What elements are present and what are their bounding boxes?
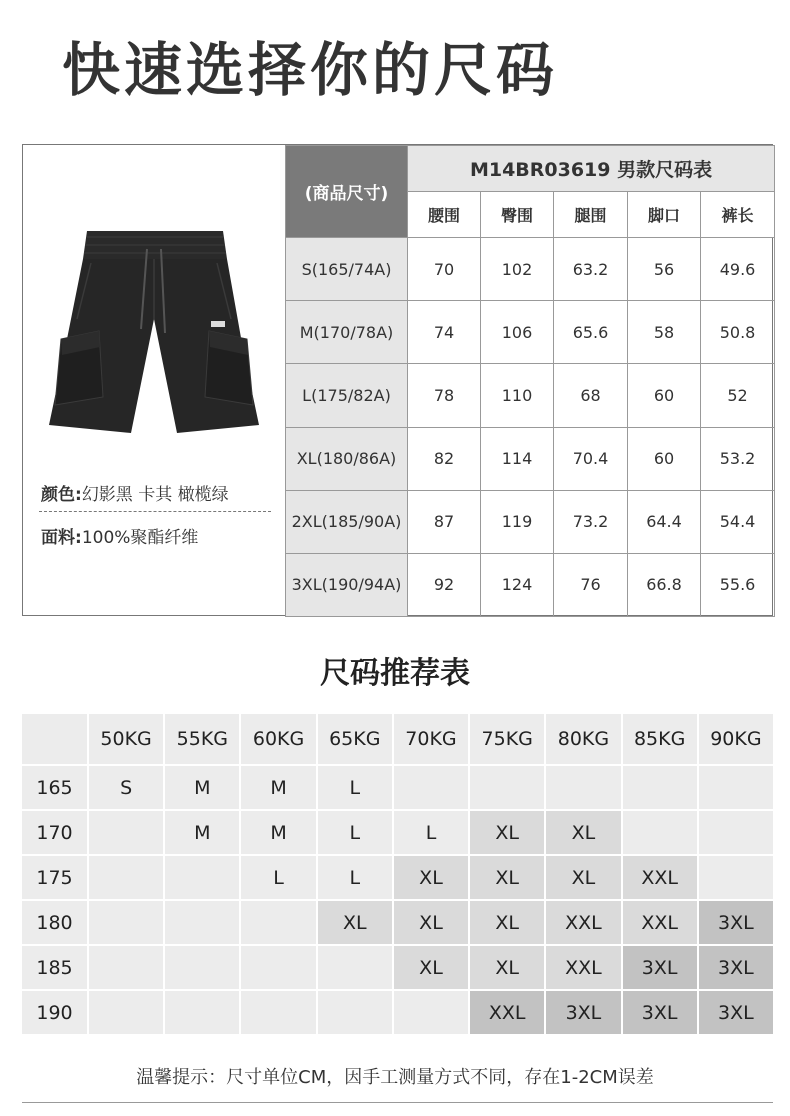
recommend-cell — [394, 766, 468, 809]
recommend-cell — [623, 811, 697, 854]
size-value: 65.6 — [554, 301, 628, 364]
fabric-attribute — [41, 523, 198, 548]
height-label: 180 — [22, 901, 87, 944]
size-value: 73.2 — [554, 490, 628, 553]
recommend-cell: 3XL — [699, 901, 773, 944]
size-row — [286, 490, 775, 553]
recommend-cell: L — [318, 811, 392, 854]
size-row — [286, 301, 775, 364]
fabric-label: 面料: — [41, 528, 82, 548]
size-value: 66.8 — [628, 553, 701, 616]
measure-header: 腰围 — [408, 192, 481, 238]
recommend-cell: 3XL — [699, 946, 773, 989]
size-value: 53.2 — [701, 427, 775, 490]
weight-header: 70KG — [394, 714, 468, 764]
color-value: 幻影黑 卡其 橄榄绿 — [81, 485, 229, 505]
size-table-body — [286, 238, 775, 617]
recommend-table-body — [22, 714, 773, 1034]
height-row — [22, 901, 773, 944]
weight-header: 75KG — [470, 714, 544, 764]
size-value: 50.8 — [701, 301, 775, 364]
recommend-cell — [241, 946, 315, 989]
recommend-cell: 3XL — [699, 991, 773, 1034]
weight-header: 50KG — [89, 714, 163, 764]
color-attribute — [41, 480, 229, 505]
height-row — [22, 856, 773, 899]
attribute-divider — [39, 511, 271, 512]
recommend-cell: 3XL — [623, 991, 697, 1034]
recommend-cell — [165, 991, 239, 1034]
size-value: 76 — [554, 553, 628, 616]
size-value: 82 — [408, 427, 481, 490]
recommend-cell — [89, 901, 163, 944]
recommend-cell — [623, 766, 697, 809]
recommend-cell: XXL — [546, 946, 620, 989]
weight-header: 85KG — [623, 714, 697, 764]
recommend-cell: XXL — [623, 856, 697, 899]
recommend-cell: L — [318, 856, 392, 899]
recommend-cell — [699, 766, 773, 809]
height-row — [22, 946, 773, 989]
size-value: 58 — [628, 301, 701, 364]
size-label: XL(180/86A) — [286, 427, 408, 490]
height-row — [22, 766, 773, 809]
recommend-cell: 3XL — [546, 991, 620, 1034]
size-value: 124 — [481, 553, 554, 616]
size-label: 2XL(185/90A) — [286, 490, 408, 553]
size-value: 114 — [481, 427, 554, 490]
weight-header: 90KG — [699, 714, 773, 764]
recommend-cell: XL — [546, 811, 620, 854]
recommend-cell — [241, 991, 315, 1034]
recommend-cell: XL — [394, 856, 468, 899]
size-label: L(175/82A) — [286, 364, 408, 427]
recommend-cell — [394, 991, 468, 1034]
recommend-cell: L — [241, 856, 315, 899]
weight-header: 55KG — [165, 714, 239, 764]
size-row — [286, 427, 775, 490]
size-value: 64.4 — [628, 490, 701, 553]
weight-header: 65KG — [318, 714, 392, 764]
recommend-cell: 3XL — [623, 946, 697, 989]
size-value: 78 — [408, 364, 481, 427]
measure-header: 脚口 — [628, 192, 701, 238]
size-value: 119 — [481, 490, 554, 553]
recommend-cell: XL — [394, 946, 468, 989]
recommend-cell: S — [89, 766, 163, 809]
height-label: 175 — [22, 856, 87, 899]
weight-header: 80KG — [546, 714, 620, 764]
size-value: 60 — [628, 364, 701, 427]
measure-header: 腿围 — [554, 192, 628, 238]
size-value: 92 — [408, 553, 481, 616]
size-value: 60 — [628, 427, 701, 490]
recommend-cell — [699, 811, 773, 854]
size-value: 70.4 — [554, 427, 628, 490]
size-value: 74 — [408, 301, 481, 364]
size-label: S(165/74A) — [286, 238, 408, 301]
size-column-header: (商品尺寸) — [286, 146, 408, 238]
height-label: 170 — [22, 811, 87, 854]
size-value: 55.6 — [701, 553, 775, 616]
recommend-cell — [89, 811, 163, 854]
bottom-divider — [22, 1102, 773, 1103]
recommend-cell — [546, 766, 620, 809]
recommend-title: 尺码推荐表 — [320, 656, 470, 691]
measure-header: 臀围 — [481, 192, 554, 238]
page-title: 快速选择你的尺码 — [62, 36, 559, 104]
size-row — [286, 238, 775, 301]
height-row — [22, 811, 773, 854]
recommend-cell — [241, 901, 315, 944]
size-value: 70 — [408, 238, 481, 301]
recommend-cell: M — [165, 766, 239, 809]
height-row — [22, 991, 773, 1034]
cargo-shorts-image — [47, 229, 261, 435]
recommend-cell — [165, 946, 239, 989]
recommend-cell: XL — [470, 901, 544, 944]
size-row — [286, 364, 775, 427]
height-label: 190 — [22, 991, 87, 1034]
weight-header: 60KG — [241, 714, 315, 764]
size-value: 68 — [554, 364, 628, 427]
size-label: M(170/78A) — [286, 301, 408, 364]
recommend-cell: XXL — [623, 901, 697, 944]
size-value: 110 — [481, 364, 554, 427]
corner-cell — [22, 714, 87, 764]
recommend-cell: XL — [394, 901, 468, 944]
size-value: 63.2 — [554, 238, 628, 301]
size-table-title: M14BR03619 男款尺码表 — [408, 146, 775, 192]
recommend-cell: M — [241, 766, 315, 809]
recommend-cell: XXL — [546, 901, 620, 944]
recommend-cell: XL — [318, 901, 392, 944]
color-label: 颜色: — [41, 485, 82, 505]
product-panel — [23, 145, 285, 615]
recommend-cell — [318, 991, 392, 1034]
recommend-cell: XL — [470, 856, 544, 899]
measurement-note: 温馨提示：尺寸单位CM，因手工测量方式不同，存在1-2CM误差 — [136, 1067, 654, 1088]
size-value: 87 — [408, 490, 481, 553]
recommend-cell — [470, 766, 544, 809]
height-label: 165 — [22, 766, 87, 809]
recommend-cell: M — [241, 811, 315, 854]
recommend-cell — [89, 991, 163, 1034]
recommend-cell: L — [318, 766, 392, 809]
recommend-cell — [165, 856, 239, 899]
size-value: 106 — [481, 301, 554, 364]
size-chart-table — [285, 145, 775, 617]
size-value: 102 — [481, 238, 554, 301]
height-label: 185 — [22, 946, 87, 989]
recommend-cell: M — [165, 811, 239, 854]
recommend-cell: XL — [546, 856, 620, 899]
recommend-cell — [318, 946, 392, 989]
size-row — [286, 553, 775, 616]
product-size-section — [22, 144, 773, 616]
size-value: 52 — [701, 364, 775, 427]
size-value: 49.6 — [701, 238, 775, 301]
size-recommend-table — [20, 712, 775, 1036]
recommend-cell: L — [394, 811, 468, 854]
measure-header: 裤长 — [701, 192, 775, 238]
recommend-cell — [89, 856, 163, 899]
fabric-value: 100%聚酯纤维 — [81, 528, 199, 548]
size-value: 56 — [628, 238, 701, 301]
recommend-cell: XL — [470, 946, 544, 989]
size-label: 3XL(190/94A) — [286, 553, 408, 616]
recommend-cell — [699, 856, 773, 899]
recommend-cell — [165, 901, 239, 944]
recommend-cell — [89, 946, 163, 989]
size-value: 54.4 — [701, 490, 775, 553]
recommend-cell: XL — [470, 811, 544, 854]
recommend-cell: XXL — [470, 991, 544, 1034]
weight-header-row — [22, 714, 773, 764]
